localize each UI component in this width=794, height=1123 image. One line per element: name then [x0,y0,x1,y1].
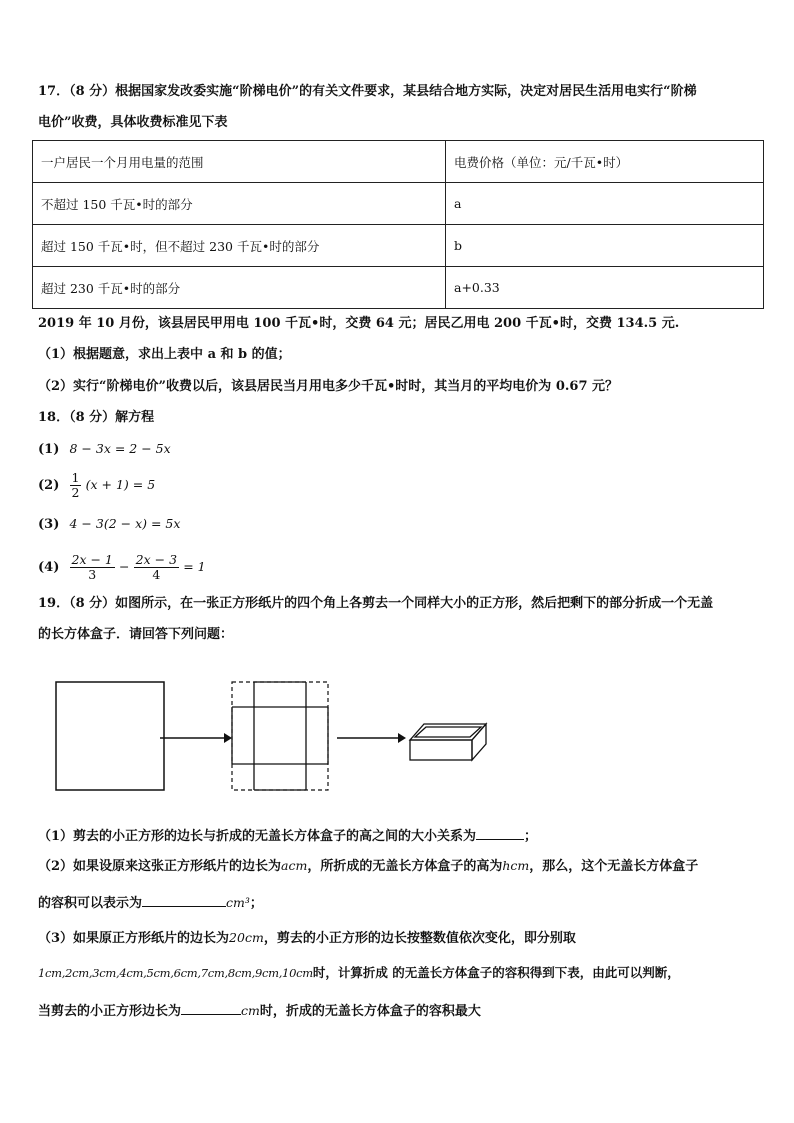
q19-part1-text: （1）剪去的小正方形的边长与折成的无盖长方体盒子的高之间的大小关系为 [38,829,477,844]
q19-part3-line1 [38,928,576,949]
cut-square [232,682,328,790]
table-cell: 一户居民一个月用电量的范围 [33,141,446,183]
text-segment: ，剪去的小正方形的边长按整数值依次变化，即分别取 [263,931,576,946]
fraction [70,553,115,582]
arrow-2-head [398,733,406,743]
text-segment: ，那么，这个无盖长方体盒子 [529,859,699,874]
fraction-numerator: 2x − 1 [71,552,113,567]
eq-label: (3) [38,517,60,532]
table-header-row [33,141,764,183]
eq-body: 4 − 3(2 − x) = 5x [69,516,181,531]
eq-label: (4) [38,560,60,575]
eq-label: (2) [38,478,60,493]
table-cell: a [446,183,764,225]
text-segment: 当剪去的小正方形边长为 [38,1004,182,1019]
text-segment: 的容积可以表示为 [38,896,143,911]
eq-label: (1) [38,442,60,457]
q18-title: 18．（8 分）解方程 [38,410,155,425]
table-cell: 电费价格（单位：元/千瓦•时） [446,141,764,183]
answer-blank[interactable] [476,825,524,840]
open-box [410,724,486,760]
q19-part3-line2 [38,963,680,983]
fraction [70,471,82,500]
q17-intro-line1: 17．（8 分）根据国家发改委实施“阶梯电价”的有关文件要求，某县结合地方实际，决定对居民生活用电实行“阶梯 [38,84,697,99]
q18-equation-4 [38,548,206,587]
electricity-price-table [32,140,764,309]
values-list: 1cm,2cm,3cm,4cm,5cm,6cm,7cm,8cm,9cm,10cm [38,966,313,980]
arrow-1-head [224,733,232,743]
text-segment: 时，折成的无盖长方体盒子的容积最大 [259,1004,481,1019]
table-cell: 超过 150 千瓦•时，但不超过 230 千瓦•时的部分 [33,225,446,267]
table-row [33,225,764,267]
q19-part2-line1 [38,856,698,877]
q18-equation-2 [38,468,155,503]
q19-intro-line1: 19．（8 分）如图所示，在一张正方形纸片的四个角上各剪去一个同样大小的正方形，然后把剩下的部分折成一个无盖 [38,596,714,611]
fraction-denominator: 3 [88,567,97,582]
box-folding-figure [52,676,502,796]
fraction-denominator: 2 [71,485,80,500]
q19-part2-line2 [38,892,263,914]
math-var: hcm [502,858,530,873]
table-cell: a+0.33 [446,267,764,309]
text-segment: ，所折成的无盖长方体盒子的高为 [307,859,503,874]
eq-body: 8 − 3x = 2 − 5x [69,441,171,456]
q19-intro-line2: 的长方体盒子．请回答下列问题： [38,627,234,642]
table-row [33,183,764,225]
text-segment: （2）如果设原来这张正方形纸片的边长为 [38,859,282,874]
unit: cm [241,1003,260,1018]
fraction-numerator: 2x − 3 [135,552,178,567]
table-cell: 不超过 150 千瓦•时的部分 [33,183,446,225]
answer-blank[interactable] [142,892,226,907]
fraction [134,553,179,582]
answer-blank[interactable] [181,1000,241,1015]
q17-statement: 2019 年 10 月份，该县居民甲用电 100 千瓦•时，交费 64 元；居民乙用电 200 千瓦•时，交费 134.5 元. [38,316,680,331]
unit: cm³ [226,895,250,910]
eq-body: (x + 1) = 5 [85,477,156,492]
table-cell: 超过 230 千瓦•时的部分 [33,267,446,309]
q18-equation-3 [38,514,180,535]
text-segment: ； [249,896,263,911]
q18-equation-1 [38,439,171,460]
math-var: acm [281,858,308,873]
eq-rhs: = 1 [183,559,206,574]
fraction-numerator: 1 [71,470,80,485]
q19-part3-line3 [38,1000,481,1022]
q17-intro-line2: 电价”收费，具体收费标准见下表 [38,115,228,130]
q17-part1: （1）根据题意，求出上表中 a 和 b 的值； [38,347,291,362]
minus-sign: − [119,559,130,574]
text-segment: 时，计算折成 的无盖长方体盒子的容积得到下表，由此可以判断， [312,965,680,980]
fraction-denominator: 4 [152,567,161,582]
q17-part2: （2）实行“阶梯电价”收费以后，该县居民当月用电多少千瓦•时时，其当月的平均电价为 0.67 元？ [38,379,619,394]
original-square [56,682,164,790]
q19-part1-end: ； [524,829,538,844]
q19-part1 [38,825,537,847]
table-row [33,267,764,309]
math-var: 20cm [229,930,264,945]
table-cell: b [446,225,764,267]
text-segment: （3）如果原正方形纸片的边长为 [38,931,230,946]
